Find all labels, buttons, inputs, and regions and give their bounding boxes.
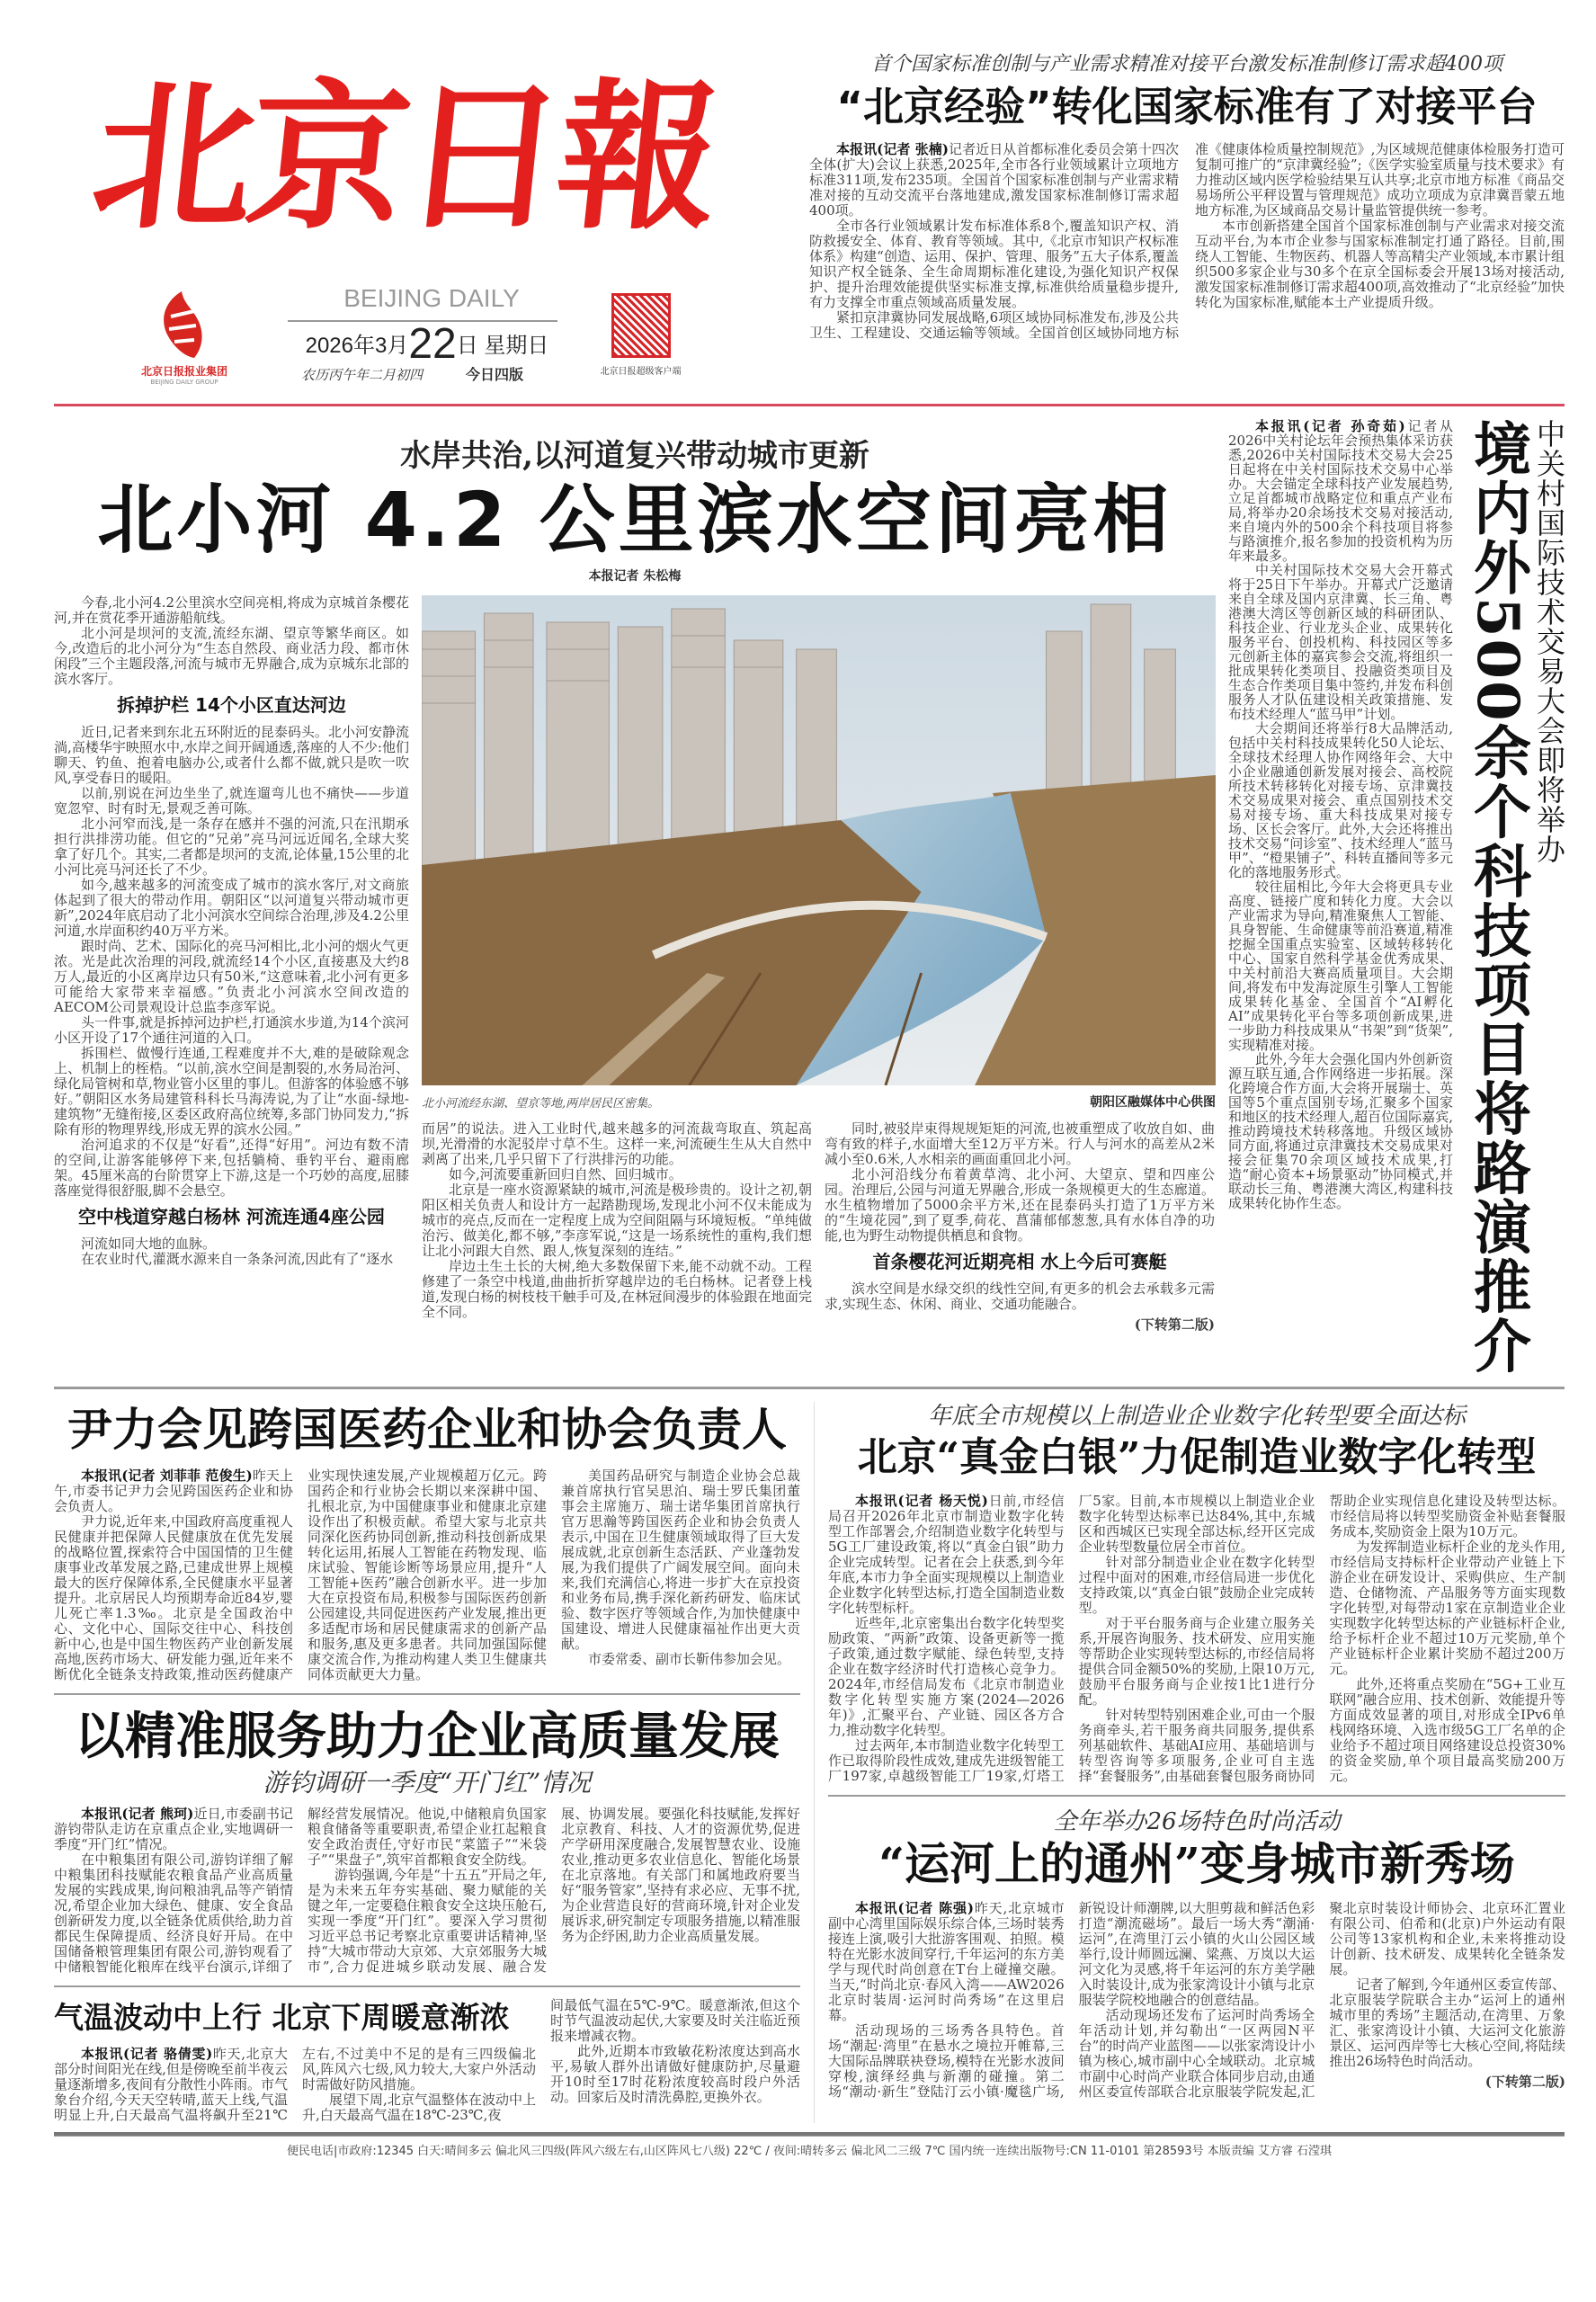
continued-notice <box>825 1317 1215 1333</box>
paragraph <box>1228 721 1453 879</box>
paragraph <box>1329 1539 1565 1677</box>
paragraph-text: 间最低气温在5℃-9℃。暖意渐浓,但这个时节气温波动起伏,大家要及时关注临近预报来增减衣物。 <box>550 1996 800 2044</box>
paragraph-text: 游钧强调,今年是“十五五”开局之年,是为未来五年夯实基础、聚力赋能的关键之年,一定要稳住粮食安全这块压舱石,实现一季度“开门红”。要深入学习贯彻习近平总书记考察北京重要讲话精神,坚持“大城市带动大京郊、大京郊服务大城市”,合力促进城乡联动发展、融合发展、协调发展。要强化科技赋能,发挥好北京教育、科技、人才的资源优势,促进产学研用深度融合,发展智慧农业、设施农业,推动更多农业信息化、智能化场景在北京落地。有关部门和属地政府要当好“服务管家”,坚持有求必应、无事不扰,为企业营造良好的营商环境,针对企业发展诉求,研究制定专项服务措施,以精准服务为企纾困,助力企业高质量发展。 <box>308 1805 800 1975</box>
lead-headline: 北小河 4.2 公里滨水空间亮相 <box>97 476 1172 564</box>
byline: 本报讯(记者 杨天悦) <box>855 1492 988 1509</box>
canal-body <box>828 1901 1565 2100</box>
paragraph <box>809 142 1179 219</box>
zgc-headlines <box>1466 419 1565 1376</box>
lead-byline: 本报记者 朱松梅 <box>588 569 682 584</box>
english-title: BEIJING DAILY <box>343 284 520 312</box>
group-name-en: BEIJING DAILY GROUP <box>150 379 218 386</box>
zgc-story <box>1228 419 1453 1376</box>
paragraph-text: 昨天,北京大部分时间阳光在线,但是傍晚至前半夜云量逐渐增多,夜间有分散性小阵雨。市气象台介绍,今天天空转晴,蓝天上线,气温明显上升,白天最高气温将飙升至21℃左右,不过美中不足的是有三四级偏北风,阵风六七级,风力较大,大家户外活动时需做好防风措施。 <box>54 2045 536 2123</box>
service-subhead: 游钧调研一季度“开门红”情况 <box>263 1767 592 1798</box>
section-divider <box>54 1387 1565 1389</box>
canal-kicker: 全年举办26场特色时尚活动 <box>1053 1807 1341 1835</box>
weather-body <box>54 2047 536 2123</box>
paragraph-text: 北小河是坝河的支流,流经东湖、望京等繁华商区。如今,改造后的北小河分为“生态自然段、商业活力段、都市休闲段”三个主题段落,河流与城市无界融合,成为京城东北部的滨水客厅。 <box>54 625 409 687</box>
paragraph <box>54 1138 409 1199</box>
yinli-body <box>54 1468 800 1682</box>
paragraph <box>422 1182 812 1259</box>
masthead-rule <box>54 404 1565 406</box>
paragraph <box>550 2044 800 2105</box>
paragraph-text: 拆围栏、做慢行连通,工程难度并不大,难的是破除观念上、机制上的桎梏。“以前,滨水空间是割裂的,水务局治河、绿化局管树和草,物业管小区里的事儿。但游客的体验感不够好。”朝阳区水务局建管科科长马海涛说,为了让“水面-绿地-建筑物”无缝衔接,区委区政府高位统筹,多部门协同发力,“拆除有形的物理界线,形成无界的滨水公园。” <box>54 1045 409 1138</box>
byline: 本报讯(记者 骆倩雯) <box>81 2045 213 2062</box>
paragraph-text: 北京是一座水资源紧缺的城市,河流是极珍贵的。设计之初,朝阳区相关负责人和设计方一起踏勘现场,发现北小河不仅未能成为城市的亮点,反而在一定程度上成为空间阻隔与环境短板。“单纯做治污、做美化,都不够,”李彦军说,“这是一场系统性的重构,我们想让北小河跟大自然、跟人,恢复深刻的连结。” <box>422 1182 812 1259</box>
paragraph-text: 为发挥制造业标杆企业的龙头作用,市经信局支持标杆企业带动产业链上下游企业在研发设计、采购供应、生产制造、仓储物流、产品服务等方面实现数字化转型,对每带动1家在京制造业企业实现数字化转型达标的产业链标杆企业,给予标杆企业不超过10万元奖励,单个产业链标杆企业累计奖励不超过200万元。 <box>1329 1538 1565 1677</box>
paragraph-text: 跟时尚、艺术、国际化的亮马河相比,北小河的烟火气更浓。光是此次治理的河段,就流经14个小区,直接惠及大约8万人,最近的小区离岸边只有50米,“这意味着,北小河有更多可能给大家带来幸福感。”负责北小河滨水空间改造的AECOM公司景观设计总监李彦军说。 <box>54 938 409 1015</box>
bottom-right <box>828 1402 1565 2123</box>
paragraph <box>561 1652 800 1667</box>
paragraph-text: 滨水空间是水绿交织的线性空间,有更多的机会去承载多元需求,实现生态、休闲、商业、交通功能融合。 <box>825 1280 1215 1312</box>
paragraph <box>561 1468 800 1652</box>
subheading: 空中栈道穿越白杨林 河流连通4座公园 <box>78 1206 385 1227</box>
paragraph <box>828 1616 1065 1738</box>
subheading: 首条樱花河近期亮相 水上今后可赛艇 <box>872 1251 1167 1272</box>
paragraph-text: 针对转型特别困难企业,可由一个服务商牵头,若干服务商共同服务,提供系列基础软件、基础AI应用、基础培训与转型咨询等多项服务,企业可自主选择“套餐服务”,由基础套餐包服务商协同帮助企业实现信息化建设及转型达标。市经信局将以转型奖励资金补贴套餐服务成本,奖励资金上限为10万元。 <box>1078 1492 1565 1784</box>
photo-caption-row <box>422 1093 1216 1111</box>
top-story-kicker: 首个国家标准创制与产业需求精准对接平台激发标准制修订需求超400项 <box>871 53 1502 76</box>
weather-story <box>54 1998 800 2123</box>
paragraph <box>54 725 409 786</box>
masthead-area <box>54 36 809 400</box>
paragraph-text: 北小河沿线分布着黄草湾、北小河、大望京、望和四座公园。治理后,公园与河道无界融合,形成一条规模更大的生态廊道。水生植物增加了5000余平方米,还在昆泰码头打造了1万平方米的“生境花园”,到了夏季,荷花、菖蒲郁郁葱葱,具有水体自净的功能,也为野生动物提供栖息和食物。 <box>825 1166 1215 1244</box>
service-body <box>54 1807 800 1975</box>
paragraph-text: 尹力说,近年来,中国政府高度重视人民健康并把保障人民健康放在优先发展的战略位置,探索符合中国国情的卫生健康事业改革发展之路,已建成世界上规模最大的医疗保障体系,全民健康水平显著提升。北京居民人均预期寿命近84岁,婴儿死亡率1.3‰。北京是全国政治中心、文化中心、国际交往中心、科技创新中心,也是中国生物医药产业创新发展高地,医药市场大、研发能力强,近年来不断优化全链条支持政策,推动医药健康产业实现快速发展,产业规模超万亿元。跨国药企和行业协会长期以来深耕中国、扎根北京,为中国健康事业和健康北京建设作出了积极贡献。希望大家与北京共同深化医药协同创新,推动科技创新成果转化运用,拓展人工智能在药物发现、临床试验、智能诊断等场景应用,提升“人工智能+医药”融合创新水平。进一步加大在京投资布局,积极参与国际医药创新公园建设,共同促进医药产业发展,推出更多适配市场和居民健康需求的创新产品和服务,惠及更多患者。共同加强国际健康交流合作,为推动构建人类卫生健康共同体贡献更大力量。 <box>54 1467 547 1682</box>
paragraph <box>422 1121 812 1167</box>
weather-body-side <box>550 1998 800 2123</box>
paragraph-text: 日前,市经信局召开2026年北京市制造业数字化转型工作部署会,介绍制造业数字化转型与5G工厂建设政策,将以“真金白银”助力企业完成转型。记者在会上获悉,到今年年底,本市力争全面实现规模以上制造业企业数字化转型达标,打造全国制造业数字化转型标杆。 <box>828 1492 1065 1616</box>
paragraph-text: 此外,今年大会强化国内外创新资源互联互通,合作网络进一步拓展。深化跨境合作方面,大会将开展瑞士、英国等5个重点国别专场,汇聚多个国家和地区的技术经理人,超百位国际嘉宾,推动跨境技术转移落地。升级区域协同方面,将通过京津冀技术交易成果对接会征集70余项区域技术成果,打造“耐心资本+场景驱动”协同模式,并联动长三角、粤港澳大湾区,构建科技成果转化协作生态。 <box>1228 1051 1453 1211</box>
paragraph-text: 近些年,北京密集出台数字化转型奖励政策、“两新”政策、设备更新等一揽子政策,通过数字赋能、绿色转型,支持企业在数字经济时代打造核心竞争力。2024年,市经信局发布《北京市制造业数字化转型实施方案(2024—2026年)》,汇聚平台、产业链、园区各方合力,推动数字化转型。 <box>828 1614 1065 1738</box>
lead-column-2 <box>422 1121 812 1333</box>
paragraph-text: 昨天,北京城市副中心湾里国际娱乐综合体,三场时装秀接连上演,吸引大批游客围观、拍照。模特在光影水波间穿行,千年运河的东方美学与现代时尚创意在T台上碰撞交融。当天,“时尚北京·春风入湾——AW2026北京时装周·运河时尚秀场”在这里启幕。 <box>828 1899 1065 2023</box>
paragraph-text: 市委常委、副市长靳伟参加会见。 <box>588 1650 791 1667</box>
paragraph-text: 昨天上午,市委书记尹力会见跨国医药企业和协会负责人。 <box>54 1467 293 1514</box>
date-year-month: 2026年3月 <box>305 334 409 358</box>
paragraph-text: 今春,北小河4.2公里滨水空间亮相,将成为京城首条樱花河,并在赏花季开通游船航线。 <box>54 594 409 626</box>
paragraph-text: 而居”的说法。进入工业时代,越来越多的河流裁弯取直、筑起高坝,光滑滑的水泥驳岸寸草不生。这样一来,河流硬生生从大自然中剥离了出来,几乎只留下了行洪排污的功能。 <box>422 1120 812 1167</box>
paragraph-text: 此外,近期本市致敏花粉浓度达到高水平,易敏人群外出请做好健康防护,尽量避开10时至17时花粉浓度较高时段户外活动。回家后及时清洗鼻腔,更换外衣。 <box>550 2042 800 2105</box>
paragraph <box>825 1121 1215 1167</box>
paragraph <box>828 1494 1065 1616</box>
paragraph <box>825 1281 1215 1312</box>
bottom-section <box>54 1402 1565 2123</box>
top-story-body <box>809 142 1565 341</box>
paragraph-text: 近日,记者来到东北五环附近的昆泰码头。北小河安静流淌,高楼华宇映照水中,水岸之间开阔通透,落座的人不少:他们聊天、钓鱼、抱着电脑办公,或者什么都不做,就只是吹一吹风,享受春日的暖阳。 <box>54 724 409 786</box>
zgc-story-body <box>1228 419 1453 1210</box>
paragraph <box>422 1167 812 1182</box>
paragraph <box>54 878 409 939</box>
bottom-left <box>54 1402 800 2123</box>
paragraph <box>809 219 1179 310</box>
paragraph <box>54 816 409 878</box>
paragraph-text: 北小河窄而浅,是一条存在感并不强的河流,只在汛期承担行洪排涝功能。但它的“兄弟”亮马河远近闻名,全球大奖拿了好几个。其实,二者都是坝河的支流,论体量,15公里的北小河比亮马河还长了不少。 <box>54 816 409 878</box>
paragraph-text: 记者近日从首都标准化委员会第十四次全体(扩大)会议上获悉,2025年,全市各行业领域累计立项地方标准311项,发布235项。全国首个国家标准创制与产业需求精准对接的互动交流平台落地建成,激发国家标准制修订需求超400项。 <box>809 141 1179 219</box>
paragraph <box>54 1046 409 1138</box>
top-story <box>809 36 1565 400</box>
byline: 本报讯(记者 陈强) <box>855 1899 974 1916</box>
paragraph-text: 大会期间还将举行8大品牌活动,包括中关村科技成果转化50人论坛、全球技术经理人协作网络年会、大中小企业融通创新发展对接会、高校院所技术转移转化对接专场、京津冀技术交易成果对接会、重点国别技术交易对接专场、重大科技成果对接专场、区长会客厅。此外,大会还将推出技术交易“问诊室”、技术经理人“蓝马甲”、“橙果铺子”、科转直播间等多元化的落地服务形式。 <box>1228 720 1453 880</box>
paragraph <box>54 595 409 626</box>
date-weekday: 日 星期日 <box>456 334 549 358</box>
paragraph-text: 在中粮集团有限公司,游钧详细了解中粮集团科技赋能农粮食品产业高质量发展的实践成果,询问粮油乳品等产销情况,希望企业加大绿色、健康、安全食品创新研发力度,以全链条优质供给,助力首都民生保障提质、经济良好开局。在中国储备粮管理集团有限公司,游钧观看了中储粮智能化粮库在线平台演示,详细了解经营发展情况。他说,中储粮肩负国家粮食储备等重要职责,希望企业扛起粮食安全政治责任,守好市民“菜篮子”“米袋子”“果盘子”,筑牢首都粮食安全防线。 <box>54 1805 547 1975</box>
qr-label: 北京日报超级客户端 <box>600 367 682 377</box>
header <box>54 36 1565 400</box>
photo-caption: 北小河流经东湖、望京等地,两岸居民区密集。 <box>422 1096 660 1111</box>
paragraph-text: 中关村国际技术交易大会开幕式将于25日下午举办。开幕式广泛邀请来自全球及国内京津冀、长三角、粤港澳大湾区等创新区域的科研团队、科技企业、行业龙头企业、成果转化服务平台、创投机构、科技园区等多元创新主体的嘉宾参会交流,将组织一批成果转化类项目、投融资类项目及生态合作类项目集中签约,并发布科创服务人才队伍建设相关政策措施、发布技术经理人“蓝马甲”计划。 <box>1228 562 1453 722</box>
paragraph <box>1228 1052 1453 1210</box>
footer-info: 便民电话|市政府:12345 白天:晴间多云 偏北风三四级(阵风六级左右,山区阵风七八级) 22℃ / 夜间:晴转多云 偏北风二三级 7℃ 国内统一连续出版物号:CN 11-0101 第28593号 本版责编 艾方睿 石滢琪 <box>286 2144 1333 2158</box>
lead-sub-columns <box>422 1121 1216 1333</box>
paragraph <box>54 626 409 687</box>
paragraph <box>54 1807 293 1852</box>
subheading: 拆掉护栏 14个小区直达河边 <box>117 694 346 716</box>
byline: 本报讯(记者 孙奇茹) <box>1255 418 1405 434</box>
paragraph-text: 展望下周,北京气温整体在波动中上升,白天最高气温在18℃-23℃,夜 <box>302 2091 536 2123</box>
lunar-date: 农历丙午年二月初四 <box>301 367 424 383</box>
paragraph <box>54 1252 409 1267</box>
paragraph <box>828 1901 1065 2023</box>
service-headline: 以精准服务助力企业高质量发展 <box>75 1706 780 1766</box>
photo-credit: 朝阳区融媒体中心供图 <box>1090 1095 1216 1110</box>
paragraph <box>1228 563 1453 721</box>
paragraph-text: 美国药品研究与制造企业协会总裁兼首席执行官吴思泊、瑞士罗氏集团董事会主席施万、瑞士诺华集团首席执行官万思瀚等跨国医药企业和协会负责人表示,中国在卫生健康领域取得了巨大发展成就,北京创新生态活跃、产业蓬勃发展,为我们提供了广阔发展空间。面向未来,我们充满信心,将进一步扩大在京投资和业务布局,携手深化新药研发、临床试验、数字医疗等领域合作,为加快健康中国建设、增进人民健康福祉作出更大贡献。 <box>561 1467 800 1652</box>
paragraph <box>422 1259 812 1320</box>
paragraph-text: 此外,还将重点奖励在“5G+工业互联网”融合应用、技术创新、效能提升等方面成效显著的项目,对形成全IPv6单栈网络环境、入选市级5G工厂名单的企业给予不超过项目网络建设总投资30%的资金奖励,单个项目最高奖励200万元。 <box>1329 1675 1565 1784</box>
lead-column-3 <box>825 1121 1215 1333</box>
lead-section <box>54 419 1565 1376</box>
paragraph-text: 活动现场还发布了运河时尚秀场全年活动计划,并勾勒出“一区两园N平台”的时尚产业蓝图——以张家湾设计小镇为核心,城市副中心全域联动。北京城市副中心时尚产业联合体同步启动,由通州区委宣传部联合北京服装学院发起,汇聚北京时装设计师协会、北京环汇置业有限公司、伯希和(北京)户外运动有限公司等13家机构和企业,未来将推动设计创新、技术研发、成果转化全链条发展。 <box>1078 1899 1565 2100</box>
paragraph-text: 岸边土生土长的大树,绝大多数保留下来,能不动就不动。工程修建了一条空中栈道,曲曲折折穿越岸边的毛白杨林。记者登上栈道,发现白杨的树枝枝干触手可及,在林冠间漫步的体验跟在地面完全不同。 <box>422 1258 812 1320</box>
masthead-logo: 北京日報 <box>85 63 724 251</box>
paragraph-text: 过去两年,本市制造业数字化转型工作已取得阶段性成效,建成先进级智能工厂197家,卓越级智能工厂19家,灯塔工厂5家。目前,本市规模以上制造业企业数字化转型达标率已达84%,其中,东城区和西城区已实现全部达标,经开区完成企业转型数量位居全市首位。 <box>828 1492 1315 1784</box>
paragraph-text: 如今,越来越多的河流变成了城市的滨水客厅,对文商旅体起到了很大的带动作用。朝阳区“以河道复兴带动城市更新”,2024年底启动了北小河滨水空间综合治理,涉及4.2公里河道,水岸面积约40万平方米。 <box>54 877 409 939</box>
yinli-headline: 尹力会见跨国医药企业和协会负责人 <box>67 1402 787 1456</box>
paragraph <box>1329 1677 1565 1784</box>
weather-headline: 气温波动中上行 北京下周暖意渐浓 <box>54 1999 510 2035</box>
paragraph-text: 紧扣京津冀协同发展战略,6项区域协同标准发布,涉及公共卫生、工程建设、交通运输等领域。全国首创区域协同地方标准《健康体检质量控制规范》,为区域规范健康体检服务打造可复制可推广的“京津冀经验”;《医学实验室质量与技术要求》有力推动区域内医学检验结果互认共享;北京市地方标准《商品交易场所公平秤设置与管理规范》成功立项成为京津冀晋蒙五地地方标准,为区域商品交易计量监管提供统一参考。 <box>809 141 1565 341</box>
paragraph-text: 河流如同大地的血脉。 <box>81 1236 217 1252</box>
group-name-cn: 北京日报报业集团 <box>140 365 227 378</box>
paragraph <box>1195 219 1565 310</box>
paragraph-text: 同时,被驳岸束得规规矩矩的河流,也被重塑成了收放自如、曲弯有致的样子,水面增大至12万平方米。行人与河水的高差从2米减小至0.6米,人水相亲的画面重回北小河。 <box>825 1120 1215 1167</box>
top-story-headline: “北京经验”转化国家标准有了对接平台 <box>836 83 1538 130</box>
paragraph <box>54 1236 409 1252</box>
paragraph <box>1228 419 1453 563</box>
newspaper-page <box>54 0 1565 2169</box>
zgc-kicker: 中关村国际技术交易大会即将举办 <box>1532 419 1566 864</box>
byline: 本报讯(记者 熊珂) <box>81 1805 194 1822</box>
lead-story <box>54 419 1216 1376</box>
paragraph-text: 活动现场的三场秀各具特色。首场“潮起·湾里”在悬水之境拉开帷幕,三大国际品牌联袂登场,模特在光影水波间穿梭,演绎经典与新潮的碰撞。第二场“潮动·新生”登陆汀云小镇·魔毯广场,新锐设计师潮牌,以大胆剪裁和鲜活色彩打造“潮流磁场”。最后一场大秀“潮涌·运河”,在湾里汀云小镇的火山公园区域举行,设计师圆远澜、粱燕、万岚以大运河文化为灵感,将千年运河的东方美学融入时装设计,成为张家湾设计小镇与北京服装学院校地融合的创意结晶。 <box>828 1899 1315 2100</box>
date-day: 22 <box>408 320 457 368</box>
lead-right <box>422 595 1216 1333</box>
paragraph-text: (下转第二版) <box>1134 1316 1215 1333</box>
lead-kicker: 水岸共治,以河道复兴带动城市更新 <box>400 438 869 474</box>
continued-notice <box>1329 2074 1565 2090</box>
paragraph-text: 近日,市委副书记游钧带队走访在京重点企业,实地调研一季度“开门红”情况。 <box>54 1805 293 1852</box>
paragraph <box>54 939 409 1015</box>
paragraph <box>54 786 409 816</box>
qr-code-icon[interactable] <box>611 293 671 358</box>
digital-kicker: 年底全市规模以上制造业企业数字化转型要全面达标 <box>927 1402 1466 1430</box>
paragraph-text: 记者了解到,今年通州区委宣传部、北京服装学院联合主办“运河上的通州 城市里的秀场”主题活动,在湾里、万象汇、张家湾设计小镇、大运河文化旅游景区、运河西岸等七大核心空间,将陆续推出26场特色时尚活动。 <box>1329 1976 1565 2069</box>
paragraph <box>1079 1616 1315 1708</box>
paragraph-text: (下转第二版) <box>1485 2073 1565 2090</box>
lead-column-1 <box>54 595 409 1333</box>
footer-rule <box>54 2132 1565 2137</box>
paragraph-text: 头一件事,就是拆掉河边护栏,打通滨水步道,为14个滨河小区开设了17个通往河道的入口。 <box>54 1014 409 1046</box>
zgc-headline: 境内外500余个科技项目将路演推介 <box>1464 419 1531 1376</box>
paragraph-text: 对于平台服务商与企业建立服务关系,开展咨询服务、技术研发、应用实施等帮助企业实现转型达标的,市经信局将提供合同金额50%的奖励,上限10万元,鼓励平台服务商与企业按1比1进行分配。 <box>1078 1614 1315 1708</box>
paragraph-text: 本市创新搭建全国首个国家标准创制与产业需求对接交流互动平台,为本市企业参与国家标准制定打通了路径。目前,围绕人工智能、生物医药、机器人等高精尖产业领域,本市累计组织500多家企业与30多个在京全国标委会开展13场对接活动,激发国家标准制修订需求超400项,高效推动了“北京经验”加快转化为国家标准,赋能本土产业提质升级。 <box>1195 218 1565 310</box>
group-logo-icon <box>155 290 209 360</box>
paragraph-text: 如今,河流要重新回归自然、回归城市。 <box>449 1166 682 1182</box>
edition-count: 今日四版 <box>466 366 524 383</box>
paragraph-text: 以前,别说在河边坐坐了,就连遛弯儿也不痛快——步道宽忽窄、时有时无,景观乏善可陈。 <box>54 785 409 816</box>
byline: 本报讯(记者 刘菲菲 范俊生) <box>81 1467 253 1484</box>
divider <box>828 1795 1565 1797</box>
divider <box>54 1693 800 1695</box>
paragraph-text: 治河追求的不仅是“好看”,还得“好用”。河边有数不清的空间,让游客能够停下来,包括躺椅、垂钓平台、避雨廊架。45厘米高的台阶贯穿上下游,这是一个巧妙的高度,屈膝落座觉得很舒服,脚不会悬空。 <box>54 1137 409 1199</box>
byline: 本报讯(记者 张楠) <box>836 141 949 157</box>
paragraph-text: 全市各行业领域累计发布标准体系8个,覆盖知识产权、消防救援安全、体育、教育等领域。其中,《北京市知识产权标准体系》构建“创造、运用、保护、管理、服务”五大子体系,覆盖知识产权全链条、全生命周期标准化建设,为强化知识产权保护、提升治理效能提供坚实标准支撑,标准供给质量稳步提升,有力支撑全市重点领域高质量发展。 <box>809 218 1179 310</box>
paragraph <box>1329 1977 1565 2069</box>
lead-photo <box>422 595 1216 1085</box>
paragraph <box>302 2092 536 2123</box>
digital-headline: 北京“真金白银”力促制造业数字化转型 <box>857 1433 1537 1480</box>
paragraph <box>550 1998 800 2044</box>
digital-body <box>828 1494 1565 1784</box>
paragraph-text: 在农业时代,灌溉水源来自一条条河流,因此有了“逐水 <box>81 1251 394 1267</box>
divider <box>54 1985 800 1987</box>
paragraph-text: 针对部分制造业企业在数字化转型过程中面对的困难,市经信局进一步优化支持政策,以“真金白银”鼓励企业完成转型。 <box>1078 1553 1315 1616</box>
paragraph <box>54 1015 409 1046</box>
paragraph <box>825 1167 1215 1244</box>
paragraph-text: 较往届相比,今年大会将更具专业高度、链接广度和转化力度。大会以产业需求为导向,精准聚焦人工智能、具身智能、生命健康等前沿赛道,精准挖掘全国重点实验室、区域转移转化中心、国家自然科学基金优秀成果、中关村前沿大赛高质量项目。大会期间,将发布中发海淀原生引擎人工智能成果转化基金、全国首个“AI孵化AI”成果转化平台等多项创新成果,进一步助力科技成果从“书架”到“货架”,实现精准对接。 <box>1228 879 1453 1053</box>
canal-headline: “运河上的通州”变身城市新秀场 <box>878 1836 1515 1890</box>
weather-main <box>54 1998 536 2123</box>
paragraph-text: 记者从2026中关村论坛年会预热集体采访获悉,2026中关村国际技术交易大会25日起将在中关村国际技术交易中心举办。大会锚定全球科技产业发展趋势,立足首都城市战略定位和重点产业布局,将举办20余场技术交易对接活动,来自境内外的500余个科技项目将参与路演推介,报名参加的投资机构为历年来最多。 <box>1228 418 1453 564</box>
column-divider <box>814 1402 815 2123</box>
lead-body <box>54 595 1216 1333</box>
dateline <box>288 320 566 368</box>
paragraph <box>54 1468 293 1514</box>
paragraph <box>1228 879 1453 1052</box>
paragraph <box>1079 1555 1315 1616</box>
